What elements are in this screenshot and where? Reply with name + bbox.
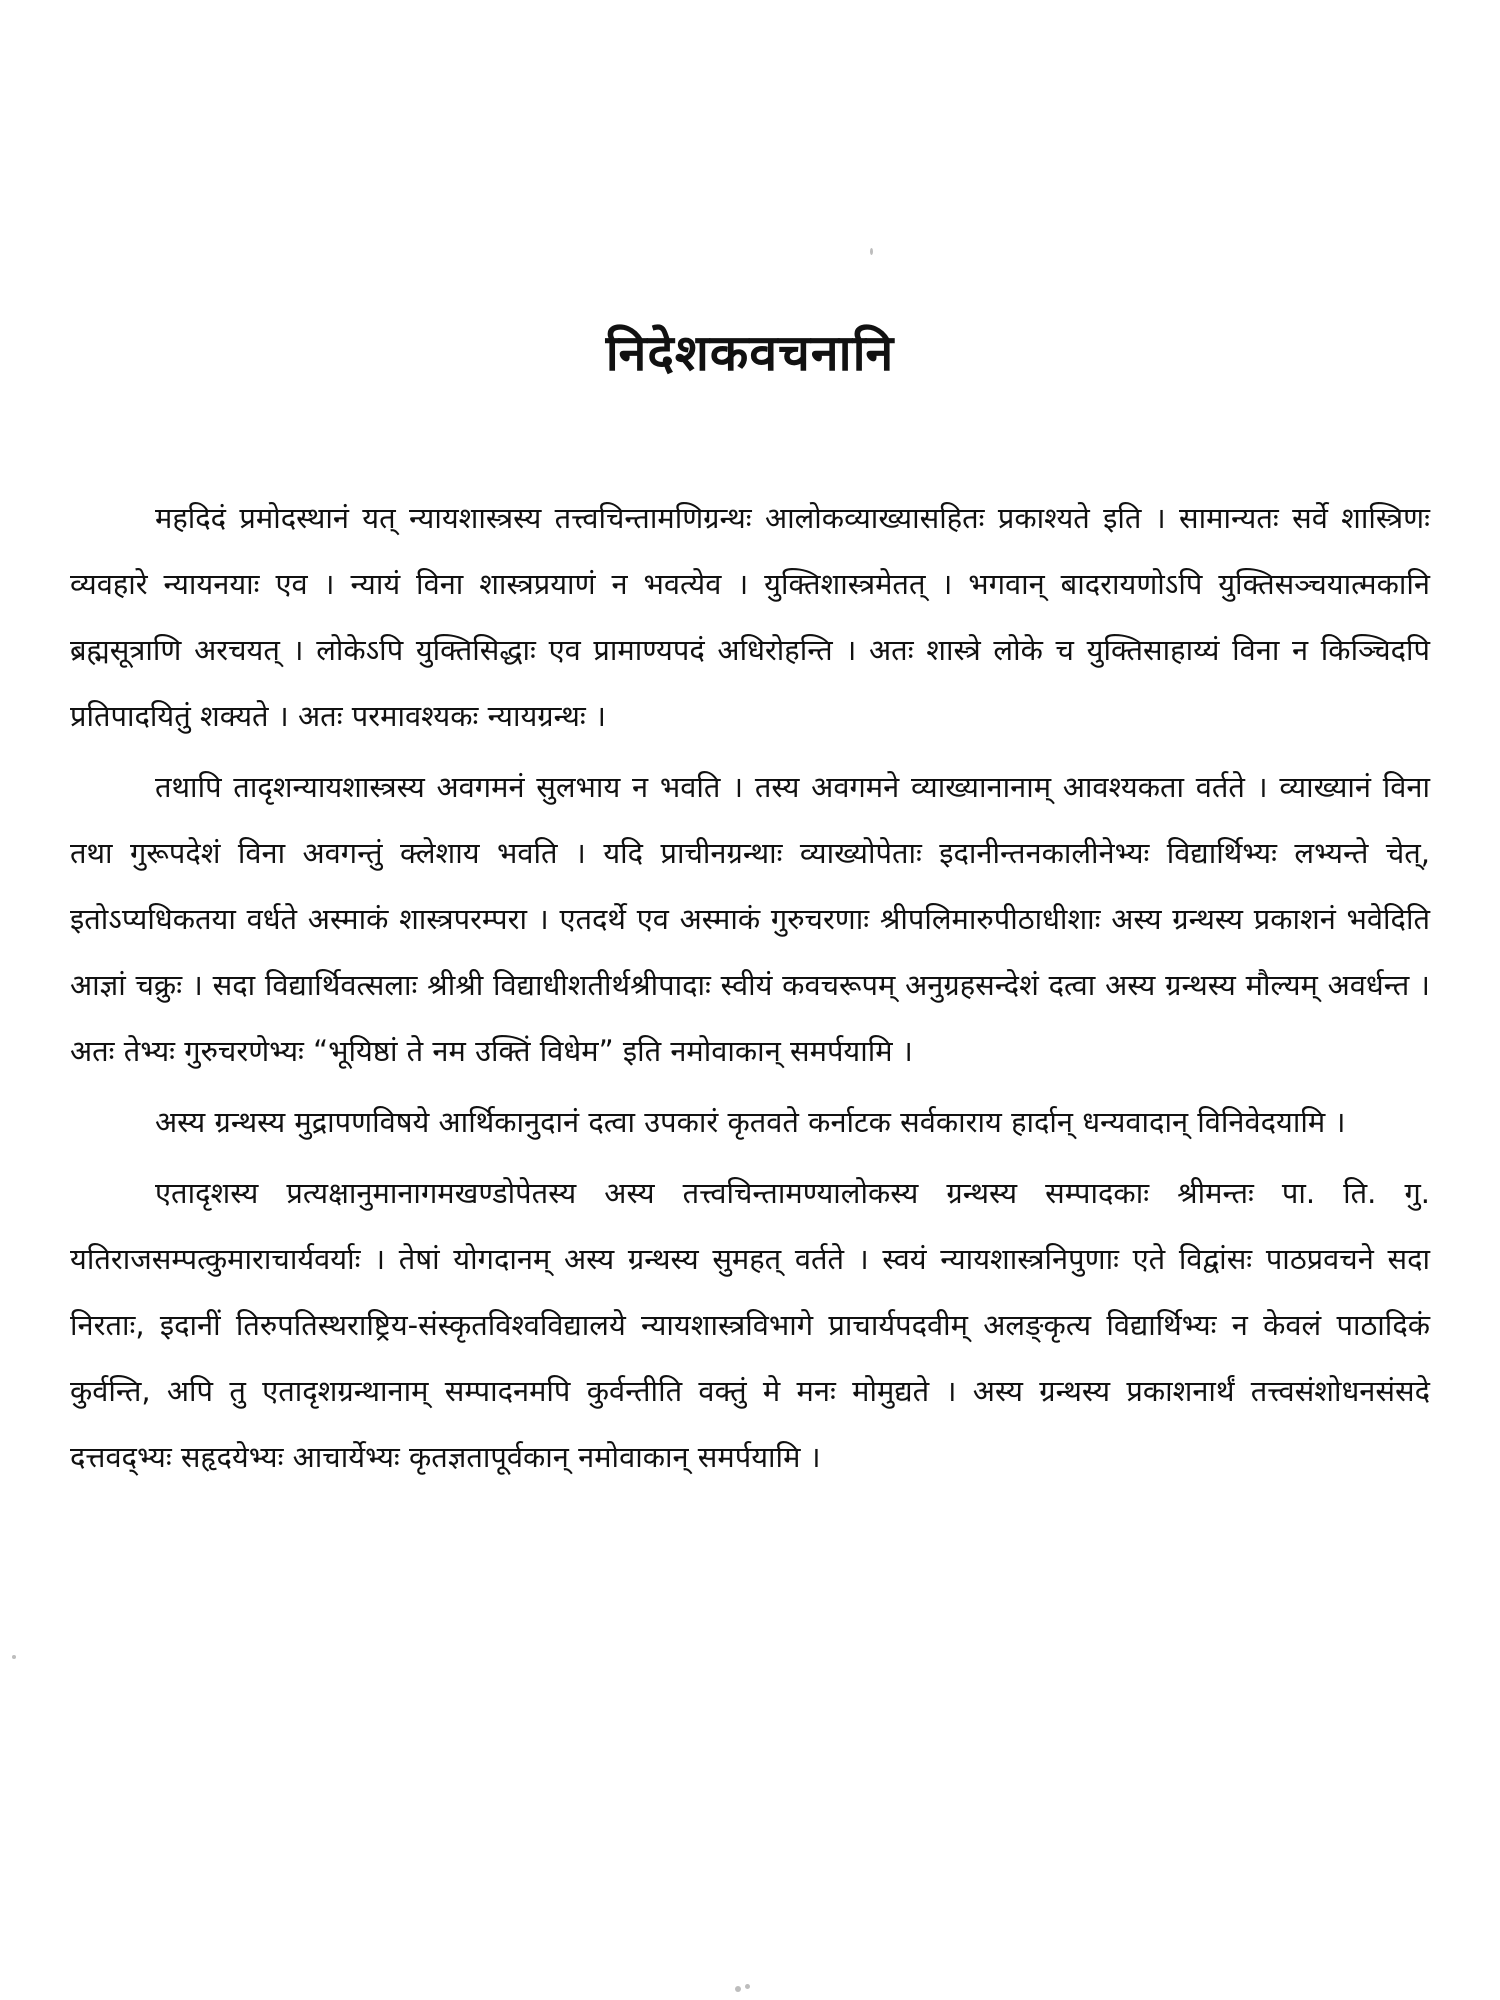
body-text	[70, 485, 1430, 1495]
paragraph-3: अस्य ग्रन्थस्य मुद्रापणविषये आर्थिकानुदानं दत्वा उपकारं कृतवते कर्नाटक सर्वकाराय हार्दान् धन्यवादान् विनिवेदयामि ।	[155, 1105, 1346, 1139]
scan-speck	[745, 1984, 750, 1989]
paragraph-2: तथापि तादृशन्यायशास्त्रस्य अवगमनं सुलभाय न भवति । तस्य अवगमने व्याख्यानानाम् आवश्यकता वर्तते । व्याख्यानं विना तथा गुरूपदेशं विना अवगन्तुं क्लेशाय भवति । यदि प्राचीनग्रन्थाः व्याख्योपेताः इदानीन्तनकालीनेभ्यः विद्यार्थिभ्यः लभ्यन्ते चेत्, इतोऽप्यधिकतया वर्धते अस्माकं शास्त्रपरम्परा । एतदर्थे एव अस्माकं गुरुचरणाः श्रीपलिमारुपीठाधीशाः अस्य ग्रन्थस्य प्रकाशनं भवेदिति आज्ञां चक्रुः । सदा विद्यार्थिवत्सलाः श्रीश्री विद्याधीशतीर्थश्रीपादाः स्वीयं कवचरूपम् अनुग्रहसन्देशं दत्वा अस्य ग्रन्थस्य मौल्यम् अवर्धन्त । अतः तेभ्यः गुरुचरणेभ्यः “भूयिष्ठां ते नम उक्तिं विधेम” इति नमोवाकान् समर्पयामि ।	[70, 770, 1430, 1068]
scan-speck	[12, 1655, 16, 1659]
page-title: निदेशकवचनानि	[605, 324, 895, 382]
paragraph-4: एतादृशस्य प्रत्यक्षानुमानागमखण्डोपेतस्य अस्य तत्त्वचिन्तामण्यालोकस्य ग्रन्थस्य सम्पादकाः श्रीमन्तः पा. ति. गु. यतिराजसम्पत्कुमाराचार्यवर्याः । तेषां योगदानम् अस्य ग्रन्थस्य सुमहत् वर्तते । स्वयं न्यायशास्त्रनिपुणाः एते विद्वांसः पाठप्रवचने सदा निरताः, इदानीं तिरुपतिस्थराष्ट्रिय-संस्कृतविश्वविद्यालये न्यायशास्त्रविभागे प्राचार्यपदवीम् अलङ्कृत्य विद्यार्थिभ्यः न केवलं पाठादिकं कुर्वन्ति, अपि तु एतादृशग्रन्थानाम् सम्पादनमपि कुर्वन्तीति वक्तुं मे मनः मोमुद्यते । अस्य ग्रन्थस्य प्रकाशनार्थं तत्त्वसंशोधनसंसदे दत्तवद्भ्यः सहृदयेभ्यः आचार्येभ्यः कृतज्ञतापूर्वकान् नमोवाकान् समर्पयामि ।	[70, 1176, 1430, 1474]
scan-speck	[735, 1986, 741, 1992]
paragraph-1: महदिदं प्रमोदस्थानं यत् न्यायशास्त्रस्य तत्त्वचिन्तामणिग्रन्थः आलोकव्याख्यासहितः प्रकाश्यते इति । सामान्यतः सर्वे शास्त्रिणः व्यवहारे न्यायनयाः एव । न्यायं विना शास्त्रप्रयाणं न भवत्येव । युक्तिशास्त्रमेतत् । भगवान् बादरायणोऽपि युक्तिसञ्चयात्मकानि ब्रह्मसूत्राणि अरचयत् । लोकेऽपि युक्तिसिद्धाः एव प्रामाण्यपदं अधिरोहन्ति । अतः शास्त्रे लोके च युक्तिसाहाय्यं विना न किञ्चिदपि प्रतिपादयितुं शक्यते । अतः परमावश्यकः न्यायग्रन्थः ।	[70, 501, 1431, 733]
scan-speck	[870, 248, 873, 255]
